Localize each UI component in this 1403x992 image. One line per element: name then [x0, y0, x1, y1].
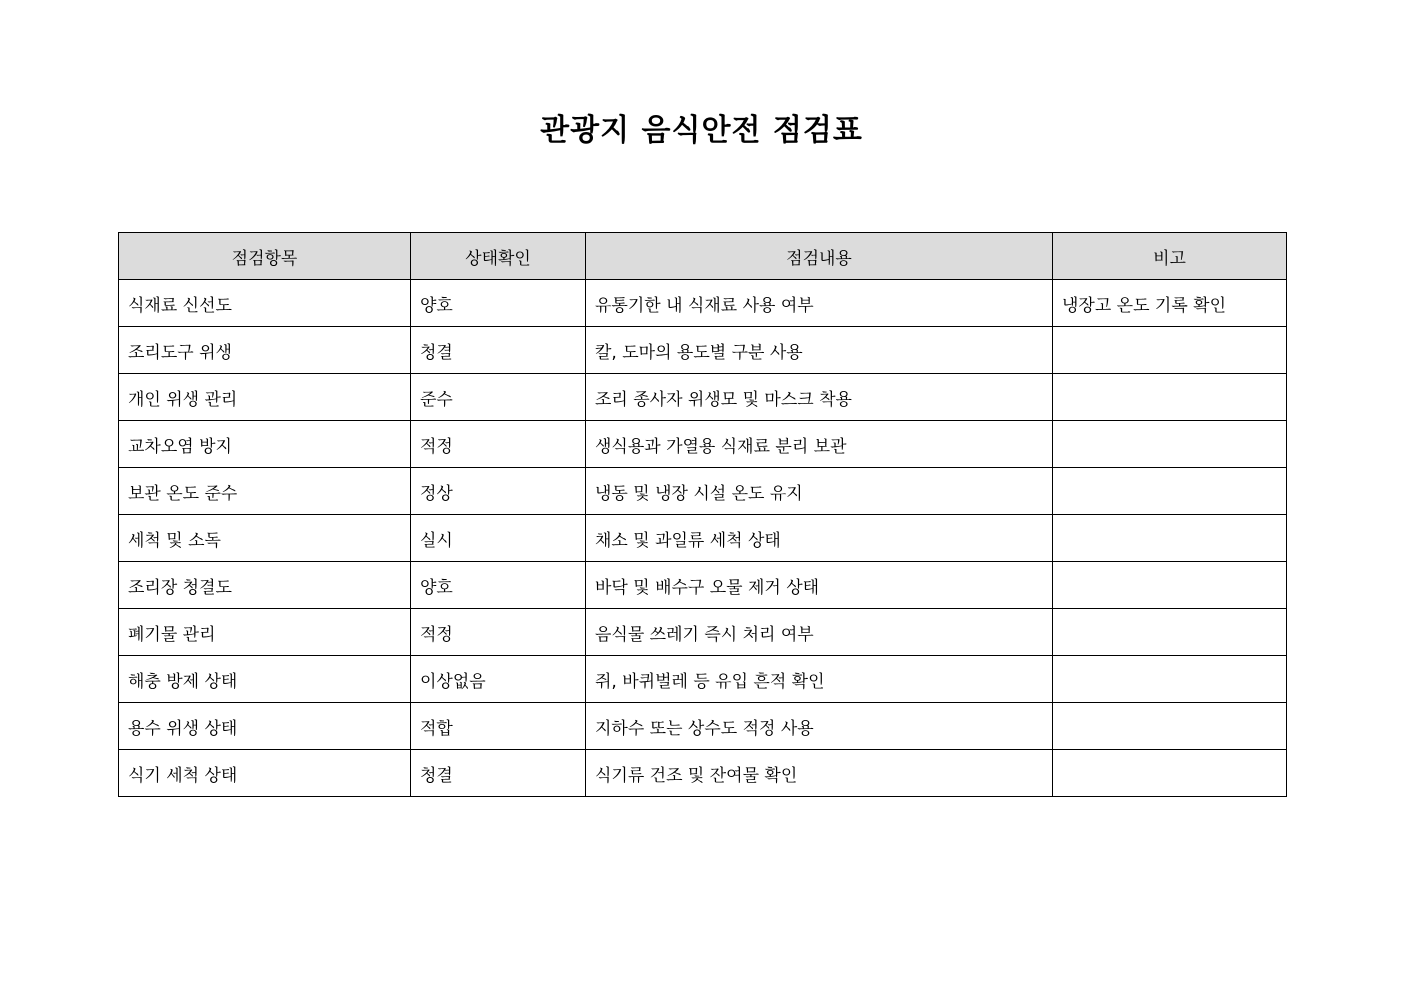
cell-note	[1053, 421, 1287, 468]
cell-item: 식재료 신선도	[119, 280, 411, 327]
cell-status: 청결	[411, 327, 586, 374]
cell-content: 식기류 건조 및 잔여물 확인	[586, 750, 1053, 797]
table-row	[119, 327, 1287, 374]
cell-note	[1053, 515, 1287, 562]
cell-note	[1053, 703, 1287, 750]
cell-content: 바닥 및 배수구 오물 제거 상태	[586, 562, 1053, 609]
cell-item: 해충 방제 상태	[119, 656, 411, 703]
cell-item: 교차오염 방지	[119, 421, 411, 468]
cell-status: 적정	[411, 421, 586, 468]
cell-item: 개인 위생 관리	[119, 374, 411, 421]
cell-item: 폐기물 관리	[119, 609, 411, 656]
cell-status: 정상	[411, 468, 586, 515]
cell-status: 양호	[411, 280, 586, 327]
table-row	[119, 656, 1287, 703]
cell-note	[1053, 562, 1287, 609]
cell-note	[1053, 468, 1287, 515]
table-row	[119, 374, 1287, 421]
cell-status: 실시	[411, 515, 586, 562]
table-row	[119, 468, 1287, 515]
header-row	[119, 233, 1287, 280]
cell-note	[1053, 656, 1287, 703]
cell-note	[1053, 609, 1287, 656]
table-row	[119, 703, 1287, 750]
cell-note	[1053, 750, 1287, 797]
table-header	[119, 233, 1287, 280]
table-row	[119, 609, 1287, 656]
cell-content: 쥐, 바퀴벌레 등 유입 흔적 확인	[586, 656, 1053, 703]
table-row	[119, 750, 1287, 797]
table-row	[119, 515, 1287, 562]
cell-status: 적정	[411, 609, 586, 656]
cell-status: 준수	[411, 374, 586, 421]
cell-item: 식기 세척 상태	[119, 750, 411, 797]
cell-item: 세척 및 소독	[119, 515, 411, 562]
table-row	[119, 562, 1287, 609]
cell-content: 음식물 쓰레기 즉시 처리 여부	[586, 609, 1053, 656]
cell-note: 냉장고 온도 기록 확인	[1053, 280, 1287, 327]
cell-content: 칼, 도마의 용도별 구분 사용	[586, 327, 1053, 374]
cell-content: 유통기한 내 식재료 사용 여부	[586, 280, 1053, 327]
cell-note	[1053, 327, 1287, 374]
cell-content: 생식용과 가열용 식재료 분리 보관	[586, 421, 1053, 468]
cell-status: 청결	[411, 750, 586, 797]
cell-content: 채소 및 과일류 세척 상태	[586, 515, 1053, 562]
cell-status: 이상없음	[411, 656, 586, 703]
table-body	[119, 280, 1287, 797]
header-inspection-item: 점검항목	[119, 233, 411, 280]
cell-content: 냉동 및 냉장 시설 온도 유지	[586, 468, 1053, 515]
cell-content: 지하수 또는 상수도 적정 사용	[586, 703, 1053, 750]
header-status-check: 상태확인	[411, 233, 586, 280]
inspection-table	[118, 232, 1287, 797]
cell-item: 조리도구 위생	[119, 327, 411, 374]
table-row	[119, 421, 1287, 468]
cell-item: 조리장 청결도	[119, 562, 411, 609]
table-row	[119, 280, 1287, 327]
document-title: 관광지 음식안전 점검표	[540, 113, 863, 148]
cell-status: 적합	[411, 703, 586, 750]
cell-note	[1053, 374, 1287, 421]
header-remarks: 비고	[1053, 233, 1287, 280]
header-inspection-content: 점검내용	[586, 233, 1053, 280]
cell-item: 용수 위생 상태	[119, 703, 411, 750]
cell-status: 양호	[411, 562, 586, 609]
cell-content: 조리 종사자 위생모 및 마스크 착용	[586, 374, 1053, 421]
cell-item: 보관 온도 준수	[119, 468, 411, 515]
